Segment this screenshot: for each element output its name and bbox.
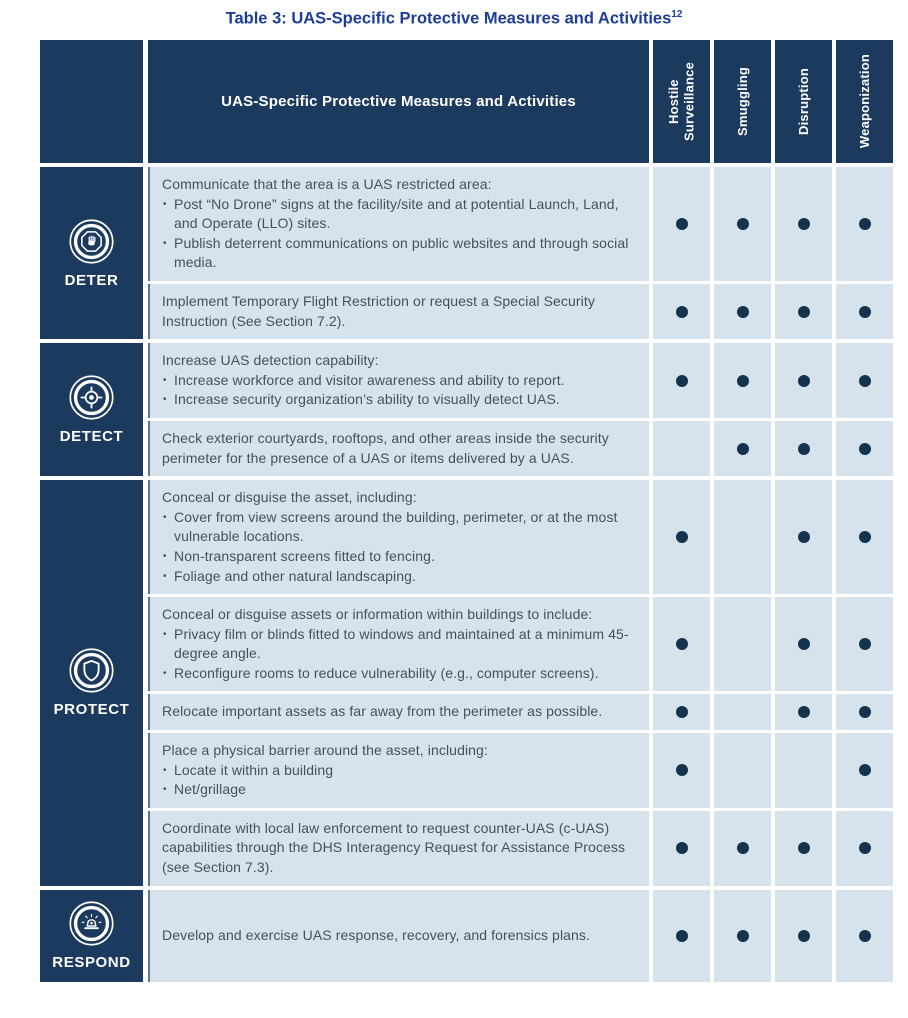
threat-column-label: Weaponization: [856, 54, 872, 149]
measure-row: [148, 284, 893, 339]
measure-lead-text: Place a physical barrier around the asset, including:: [162, 742, 488, 759]
applicability-dot-icon: [798, 638, 810, 650]
measure-bullet-item: • Increase workforce and visitor awareness and ability to report.: [162, 371, 635, 391]
applicability-dot-icon: [737, 306, 749, 318]
measure-bullet-item: • Non-transparent screens fitted to fencing.: [162, 547, 635, 567]
measure-cell: [148, 421, 649, 476]
measure-cell: [148, 343, 649, 418]
measure-cell: [148, 694, 649, 730]
measure-bullet-item: • Locate it within a building: [162, 761, 635, 781]
category-block-detect: [40, 343, 893, 476]
mark-cell: [714, 421, 771, 476]
measure-lead-text: Increase UAS detection capability:: [162, 352, 379, 369]
mark-cell: [775, 694, 832, 730]
measure-lead-text: Check exterior courtyards, rooftops, and other areas inside the security perimeter for the presence of a UAS or items delivered by a UAS.: [162, 429, 609, 466]
applicability-dot-icon: [859, 638, 871, 650]
mark-cell: [836, 421, 893, 476]
mark-cell: [836, 597, 893, 691]
measure-bullet-item: • Cover from view screens around the building, perimeter, or at the most vulnerable locations.: [162, 508, 635, 547]
applicability-dot-icon: [859, 375, 871, 387]
measure-row: [148, 733, 893, 808]
header-threat-weaponization: [836, 40, 893, 163]
threat-column-label: Hostile Surveillance: [666, 62, 697, 141]
mark-cell: [714, 811, 771, 886]
applicability-dot-icon: [676, 930, 688, 942]
measure-lead-text: Develop and exercise UAS response, recovery, and forensics plans.: [162, 926, 591, 943]
measure-row: [148, 480, 893, 594]
measure-lead-text: Conceal or disguise the asset, including:: [162, 489, 417, 506]
mark-cell: [714, 167, 771, 281]
crosshair-icon: [68, 374, 115, 421]
mark-cell: [653, 284, 710, 339]
mark-cell: [653, 694, 710, 730]
category-rows: [148, 480, 893, 886]
measure-row: [148, 597, 893, 691]
measure-lead-text: Coordinate with local law enforcement to request counter-UAS (c-UAS) capabilities through the DHS Interagency Request for Assistance Process (see Section 7.3).: [162, 819, 626, 876]
applicability-dot-icon: [859, 218, 871, 230]
table-title: [0, 9, 908, 29]
measure-row: [148, 167, 893, 281]
measure-row: [148, 343, 893, 418]
mark-cell: [653, 811, 710, 886]
mark-cell: [714, 597, 771, 691]
applicability-dot-icon: [859, 443, 871, 455]
applicability-dot-icon: [676, 218, 688, 230]
header-corner-cell: [40, 40, 143, 163]
header-threat-hostile-surveillance: [653, 40, 710, 163]
applicability-dot-icon: [737, 443, 749, 455]
applicability-dot-icon: [798, 306, 810, 318]
measure-cell: [148, 890, 649, 982]
header-threat-disruption: [775, 40, 832, 163]
applicability-dot-icon: [737, 842, 749, 854]
mark-cell: [775, 597, 832, 691]
mark-cell: [653, 890, 710, 982]
mark-cell: [836, 343, 893, 418]
mark-cell: [775, 284, 832, 339]
stop-hand-icon: [68, 218, 115, 265]
uas-measures-table: [40, 40, 893, 982]
category-rows: [148, 167, 893, 339]
measure-lead-text: Communicate that the area is a UAS restricted area:: [162, 176, 492, 192]
mark-cell: [714, 890, 771, 982]
category-block-respond: [40, 890, 893, 982]
measure-lead-text: Conceal or disguise assets or information within buildings to include:: [162, 606, 593, 623]
threat-column-label: Smuggling: [734, 67, 750, 136]
table-header-row: [40, 40, 893, 163]
mark-cell: [836, 480, 893, 594]
applicability-dot-icon: [676, 842, 688, 854]
mark-cell: [653, 421, 710, 476]
category-block-deter: [40, 167, 893, 339]
mark-cell: [836, 890, 893, 982]
applicability-dot-icon: [798, 531, 810, 543]
mark-cell: [714, 480, 771, 594]
category-label: DETECT: [59, 428, 124, 446]
table-body: [40, 167, 893, 982]
mark-cell: [836, 811, 893, 886]
mark-cell: [836, 694, 893, 730]
applicability-dot-icon: [676, 764, 688, 776]
applicability-dot-icon: [859, 764, 871, 776]
measure-bullet-item: • Post “No Drone” signs at the facility/site and at potential Launch, Land, and Operate (LLO) sites.: [162, 195, 635, 234]
mark-cell: [775, 811, 832, 886]
category-cell: [40, 167, 143, 339]
table-title-footnote: 12: [671, 9, 683, 20]
applicability-dot-icon: [798, 375, 810, 387]
category-cell: [40, 480, 143, 886]
applicability-dot-icon: [737, 218, 749, 230]
measure-cell: [148, 167, 649, 281]
measure-row: [148, 890, 893, 982]
mark-cell: [653, 343, 710, 418]
mark-cell: [836, 167, 893, 281]
siren-icon: [68, 900, 115, 947]
mark-cell: [653, 167, 710, 281]
mark-cell: [836, 733, 893, 808]
table-title-text: Table 3: UAS-Specific Protective Measures and Activities: [225, 9, 672, 28]
category-cell: [40, 343, 143, 476]
mark-cell: [653, 480, 710, 594]
applicability-dot-icon: [798, 842, 810, 854]
measure-cell: [148, 733, 649, 808]
applicability-dot-icon: [798, 930, 810, 942]
applicability-dot-icon: [859, 531, 871, 543]
mark-cell: [775, 890, 832, 982]
header-measures-cell: [148, 40, 649, 163]
applicability-dot-icon: [859, 306, 871, 318]
measure-lead-text: Relocate important assets as far away from the perimeter as possible.: [162, 703, 603, 720]
mark-cell: [775, 167, 832, 281]
measure-cell: [148, 597, 649, 691]
shield-icon: [68, 647, 115, 694]
mark-cell: [714, 694, 771, 730]
applicability-dot-icon: [859, 842, 871, 854]
mark-cell: [775, 480, 832, 594]
header-measures-label: UAS-Specific Protective Measures and Activities: [221, 93, 576, 110]
applicability-dot-icon: [676, 531, 688, 543]
category-block-protect: [40, 480, 893, 886]
category-label: DETER: [64, 271, 119, 289]
measure-bullet-item: • Publish deterrent communications on public websites and through social media.: [162, 234, 635, 273]
measure-lead-text: Implement Temporary Flight Restriction or request a Special Security Instruction (See Section 7.2).: [162, 292, 595, 329]
measure-bullet-item: • Foliage and other natural landscaping.: [162, 567, 635, 587]
mark-cell: [775, 343, 832, 418]
category-rows: [148, 343, 893, 476]
mark-cell: [714, 343, 771, 418]
applicability-dot-icon: [676, 306, 688, 318]
mark-cell: [714, 733, 771, 808]
applicability-dot-icon: [798, 218, 810, 230]
measure-row: [148, 811, 893, 886]
category-rows: [148, 890, 893, 982]
measure-bullet-item: • Reconfigure rooms to reduce vulnerability (e.g., computer screens).: [162, 664, 635, 684]
header-threat-smuggling: [714, 40, 771, 163]
applicability-dot-icon: [798, 443, 810, 455]
mark-cell: [653, 733, 710, 808]
category-label: PROTECT: [53, 701, 130, 719]
mark-cell: [714, 284, 771, 339]
category-cell: [40, 890, 143, 982]
measure-row: [148, 694, 893, 730]
measure-cell: [148, 284, 649, 339]
applicability-dot-icon: [676, 706, 688, 718]
mark-cell: [775, 421, 832, 476]
measure-cell: [148, 811, 649, 886]
mark-cell: [836, 284, 893, 339]
applicability-dot-icon: [676, 638, 688, 650]
measure-cell: [148, 480, 649, 594]
applicability-dot-icon: [798, 706, 810, 718]
mark-cell: [775, 733, 832, 808]
applicability-dot-icon: [676, 375, 688, 387]
measure-bullet-item: • Increase security organization’s ability to visually detect UAS.: [162, 390, 635, 410]
applicability-dot-icon: [737, 930, 749, 942]
threat-column-label: Disruption: [795, 68, 811, 135]
applicability-dot-icon: [737, 375, 749, 387]
applicability-dot-icon: [859, 930, 871, 942]
measure-row: [148, 421, 893, 476]
measure-bullet-item: • Privacy film or blinds fitted to windows and maintained at a minimum 45-degree angle.: [162, 625, 635, 664]
category-label: RESPOND: [52, 954, 131, 972]
mark-cell: [653, 597, 710, 691]
measure-bullet-item: • Net/grillage: [162, 780, 635, 800]
applicability-dot-icon: [859, 706, 871, 718]
